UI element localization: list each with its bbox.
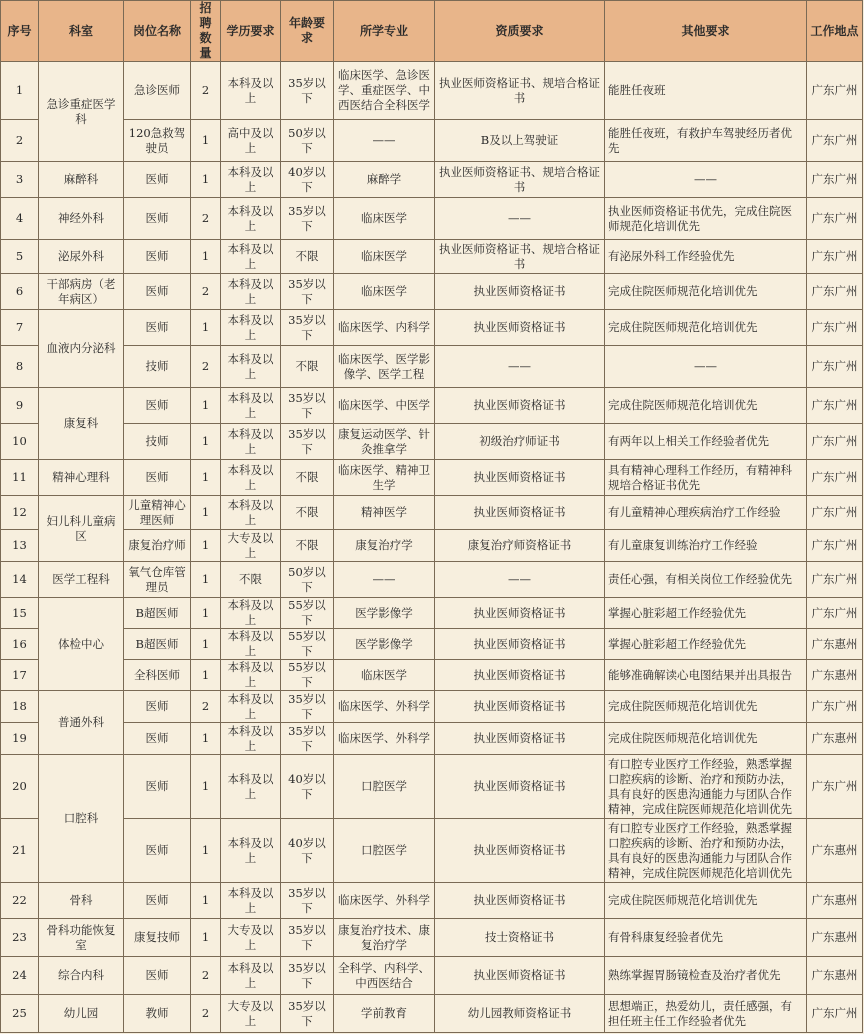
cell-other: 有口腔专业医疗工作经验，熟悉掌握口腔疾病的诊断、治疗和预防办法，具有良好的医患沟通能力与团队合作精神，完成住院医师规范化培训优先 bbox=[605, 755, 807, 819]
cell-loc: 广东广州 bbox=[807, 310, 863, 346]
header-qual: 资质要求 bbox=[435, 1, 605, 62]
cell-qual: 执业医师资格证书、规培合格证书 bbox=[435, 62, 605, 120]
cell-loc: 广东惠州 bbox=[807, 660, 863, 691]
cell-loc: 广东惠州 bbox=[807, 883, 863, 919]
cell-qual: 幼儿园教师资格证书 bbox=[435, 995, 605, 1033]
header-dept: 科室 bbox=[39, 1, 124, 62]
cell-post: 医师 bbox=[124, 691, 191, 723]
header-row bbox=[1, 1, 863, 62]
cell-loc: 广东广州 bbox=[807, 424, 863, 460]
cell-qual: 执业医师资格证书、规培合格证书 bbox=[435, 240, 605, 274]
table-row bbox=[1, 388, 863, 424]
table-row bbox=[1, 198, 863, 240]
cell-post: 医师 bbox=[124, 460, 191, 496]
cell-other: 能胜任夜班，有救护车驾驶经历者优先 bbox=[605, 120, 807, 162]
cell-qual: 执业医师资格证书 bbox=[435, 723, 605, 755]
cell-no: 13 bbox=[1, 530, 39, 562]
cell-major: 临床医学、中医学 bbox=[334, 388, 435, 424]
cell-major: 临床医学 bbox=[334, 274, 435, 310]
cell-age: 55岁以下 bbox=[281, 660, 334, 691]
cell-dept: 口腔科 bbox=[39, 755, 124, 883]
cell-count: 1 bbox=[191, 460, 221, 496]
cell-edu: 本科及以上 bbox=[221, 240, 281, 274]
cell-major: 医学影像学 bbox=[334, 629, 435, 660]
cell-loc: 广东广州 bbox=[807, 995, 863, 1033]
cell-dept: 麻醉科 bbox=[39, 162, 124, 198]
cell-post: 医师 bbox=[124, 274, 191, 310]
cell-post: 医师 bbox=[124, 198, 191, 240]
cell-edu: 本科及以上 bbox=[221, 198, 281, 240]
cell-qual: 执业医师资格证书 bbox=[435, 598, 605, 629]
cell-no: 20 bbox=[1, 755, 39, 819]
cell-no: 7 bbox=[1, 310, 39, 346]
cell-edu: 本科及以上 bbox=[221, 460, 281, 496]
table-row bbox=[1, 120, 863, 162]
cell-other: 有儿童康复训练治疗工作经验 bbox=[605, 530, 807, 562]
cell-age: 55岁以下 bbox=[281, 629, 334, 660]
cell-dept: 康复科 bbox=[39, 388, 124, 460]
cell-age: 35岁以下 bbox=[281, 883, 334, 919]
cell-count: 2 bbox=[191, 274, 221, 310]
cell-age: 35岁以下 bbox=[281, 62, 334, 120]
cell-age: 35岁以下 bbox=[281, 388, 334, 424]
cell-edu: 本科及以上 bbox=[221, 691, 281, 723]
cell-age: 35岁以下 bbox=[281, 198, 334, 240]
cell-post: 全科医师 bbox=[124, 660, 191, 691]
cell-post: B超医师 bbox=[124, 629, 191, 660]
cell-major: 临床医学、内科学 bbox=[334, 310, 435, 346]
cell-dept: 干部病房（老年病区） bbox=[39, 274, 124, 310]
cell-edu: 不限 bbox=[221, 562, 281, 598]
cell-age: 40岁以下 bbox=[281, 755, 334, 819]
cell-other: —— bbox=[605, 346, 807, 388]
cell-count: 1 bbox=[191, 240, 221, 274]
cell-dept: 骨科功能恢复室 bbox=[39, 919, 124, 957]
table-row bbox=[1, 629, 863, 660]
cell-count: 2 bbox=[191, 995, 221, 1033]
cell-major: 医学影像学 bbox=[334, 598, 435, 629]
cell-age: 35岁以下 bbox=[281, 723, 334, 755]
cell-loc: 广东广州 bbox=[807, 530, 863, 562]
header-edu: 学历要求 bbox=[221, 1, 281, 62]
cell-dept: 精神心理科 bbox=[39, 460, 124, 496]
cell-edu: 本科及以上 bbox=[221, 660, 281, 691]
cell-post: 医师 bbox=[124, 310, 191, 346]
cell-qual: 执业医师资格证书 bbox=[435, 957, 605, 995]
cell-major: 口腔医学 bbox=[334, 819, 435, 883]
cell-no: 3 bbox=[1, 162, 39, 198]
cell-count: 1 bbox=[191, 162, 221, 198]
cell-major: 精神医学 bbox=[334, 496, 435, 530]
cell-other: 完成住院医师规范化培训优先 bbox=[605, 310, 807, 346]
cell-edu: 本科及以上 bbox=[221, 598, 281, 629]
cell-loc: 广东广州 bbox=[807, 598, 863, 629]
cell-count: 2 bbox=[191, 346, 221, 388]
cell-post: 医师 bbox=[124, 957, 191, 995]
cell-post: 医师 bbox=[124, 755, 191, 819]
cell-no: 25 bbox=[1, 995, 39, 1033]
cell-edu: 本科及以上 bbox=[221, 819, 281, 883]
cell-dept: 普通外科 bbox=[39, 691, 124, 755]
cell-loc: 广东广州 bbox=[807, 496, 863, 530]
table-row bbox=[1, 883, 863, 919]
cell-edu: 本科及以上 bbox=[221, 629, 281, 660]
cell-count: 1 bbox=[191, 629, 221, 660]
cell-major: 临床医学 bbox=[334, 198, 435, 240]
cell-no: 18 bbox=[1, 691, 39, 723]
cell-qual: 初级治疗师证书 bbox=[435, 424, 605, 460]
cell-edu: 本科及以上 bbox=[221, 755, 281, 819]
cell-no: 12 bbox=[1, 496, 39, 530]
cell-qual: 执业医师资格证书 bbox=[435, 883, 605, 919]
cell-edu: 本科及以上 bbox=[221, 388, 281, 424]
cell-loc: 广东惠州 bbox=[807, 723, 863, 755]
cell-qual: —— bbox=[435, 346, 605, 388]
cell-loc: 广东惠州 bbox=[807, 629, 863, 660]
cell-major: 临床医学、外科学 bbox=[334, 723, 435, 755]
cell-other: 有泌尿外科工作经验优先 bbox=[605, 240, 807, 274]
cell-post: 技师 bbox=[124, 424, 191, 460]
cell-other: 熟练掌握胃肠镜检查及治疗者优先 bbox=[605, 957, 807, 995]
cell-no: 6 bbox=[1, 274, 39, 310]
cell-qual: 执业医师资格证书 bbox=[435, 629, 605, 660]
table-row bbox=[1, 755, 863, 819]
cell-age: 50岁以下 bbox=[281, 120, 334, 162]
cell-loc: 广东广州 bbox=[807, 120, 863, 162]
cell-edu: 大专及以上 bbox=[221, 919, 281, 957]
cell-count: 2 bbox=[191, 62, 221, 120]
cell-qual: 执业医师资格证书 bbox=[435, 274, 605, 310]
cell-count: 1 bbox=[191, 883, 221, 919]
cell-count: 1 bbox=[191, 388, 221, 424]
cell-no: 14 bbox=[1, 562, 39, 598]
cell-qual: 执业医师资格证书 bbox=[435, 819, 605, 883]
cell-age: 50岁以下 bbox=[281, 562, 334, 598]
cell-other: 完成住院医师规范化培训优先 bbox=[605, 388, 807, 424]
cell-qual: 执业医师资格证书 bbox=[435, 755, 605, 819]
cell-qual: 执业医师资格证书、规培合格证书 bbox=[435, 162, 605, 198]
cell-other: —— bbox=[605, 162, 807, 198]
cell-dept: 综合内科 bbox=[39, 957, 124, 995]
table-row bbox=[1, 424, 863, 460]
header-major: 所学专业 bbox=[334, 1, 435, 62]
cell-count: 2 bbox=[191, 691, 221, 723]
cell-edu: 高中及以上 bbox=[221, 120, 281, 162]
cell-post: 儿童精神心理医师 bbox=[124, 496, 191, 530]
cell-qual: —— bbox=[435, 198, 605, 240]
cell-count: 1 bbox=[191, 496, 221, 530]
cell-edu: 本科及以上 bbox=[221, 62, 281, 120]
cell-age: 35岁以下 bbox=[281, 919, 334, 957]
table-row bbox=[1, 598, 863, 629]
cell-edu: 本科及以上 bbox=[221, 723, 281, 755]
cell-major: 临床医学、医学影像学、医学工程 bbox=[334, 346, 435, 388]
cell-count: 2 bbox=[191, 198, 221, 240]
table-row bbox=[1, 819, 863, 883]
cell-post: 教师 bbox=[124, 995, 191, 1033]
cell-count: 1 bbox=[191, 919, 221, 957]
cell-edu: 大专及以上 bbox=[221, 995, 281, 1033]
cell-no: 19 bbox=[1, 723, 39, 755]
cell-major: 麻醉学 bbox=[334, 162, 435, 198]
cell-no: 4 bbox=[1, 198, 39, 240]
cell-major: 临床医学、外科学 bbox=[334, 691, 435, 723]
cell-dept: 急诊重症医学科 bbox=[39, 62, 124, 162]
cell-qual: 执业医师资格证书 bbox=[435, 460, 605, 496]
cell-major: —— bbox=[334, 120, 435, 162]
cell-loc: 广东广州 bbox=[807, 755, 863, 819]
table-row bbox=[1, 310, 863, 346]
table-row bbox=[1, 162, 863, 198]
cell-post: 120急救驾驶员 bbox=[124, 120, 191, 162]
cell-post: 医师 bbox=[124, 883, 191, 919]
cell-other: 完成住院医师规范化培训优先 bbox=[605, 723, 807, 755]
cell-major: 临床医学、外科学 bbox=[334, 883, 435, 919]
cell-other: 完成住院医师规范化培训优先 bbox=[605, 274, 807, 310]
cell-count: 1 bbox=[191, 120, 221, 162]
cell-age: 35岁以下 bbox=[281, 691, 334, 723]
cell-age: 35岁以下 bbox=[281, 274, 334, 310]
cell-age: 55岁以下 bbox=[281, 598, 334, 629]
cell-count: 2 bbox=[191, 957, 221, 995]
cell-other: 能够准确解读心电图结果并出具报告 bbox=[605, 660, 807, 691]
cell-other: 有儿童精神心理疾病治疗工作经验 bbox=[605, 496, 807, 530]
cell-no: 2 bbox=[1, 120, 39, 162]
cell-dept: 幼儿园 bbox=[39, 995, 124, 1033]
cell-major: 康复运动医学、针灸推拿学 bbox=[334, 424, 435, 460]
cell-count: 1 bbox=[191, 530, 221, 562]
cell-age: 不限 bbox=[281, 460, 334, 496]
cell-qual: 执业医师资格证书 bbox=[435, 691, 605, 723]
cell-loc: 广东广州 bbox=[807, 562, 863, 598]
cell-major: —— bbox=[334, 562, 435, 598]
cell-no: 10 bbox=[1, 424, 39, 460]
cell-other: 责任心强，有相关岗位工作经验优先 bbox=[605, 562, 807, 598]
cell-count: 1 bbox=[191, 598, 221, 629]
header-count: 招聘数量 bbox=[191, 1, 221, 62]
cell-age: 不限 bbox=[281, 530, 334, 562]
table-row bbox=[1, 62, 863, 120]
cell-no: 8 bbox=[1, 346, 39, 388]
cell-qual: 执业医师资格证书 bbox=[435, 310, 605, 346]
cell-major: 学前教育 bbox=[334, 995, 435, 1033]
cell-loc: 广东广州 bbox=[807, 240, 863, 274]
cell-dept: 泌尿外科 bbox=[39, 240, 124, 274]
cell-edu: 本科及以上 bbox=[221, 424, 281, 460]
cell-dept: 神经外科 bbox=[39, 198, 124, 240]
cell-count: 1 bbox=[191, 755, 221, 819]
cell-major: 康复治疗技术、康复治疗学 bbox=[334, 919, 435, 957]
cell-major: 临床医学 bbox=[334, 240, 435, 274]
cell-loc: 广东惠州 bbox=[807, 819, 863, 883]
cell-count: 1 bbox=[191, 819, 221, 883]
table-row bbox=[1, 562, 863, 598]
cell-edu: 本科及以上 bbox=[221, 162, 281, 198]
cell-other: 思想端正，热爱幼儿，责任感强，有担任班主任工作经验者优先 bbox=[605, 995, 807, 1033]
cell-age: 35岁以下 bbox=[281, 424, 334, 460]
cell-age: 不限 bbox=[281, 240, 334, 274]
cell-other: 具有精神心理科工作经历，有精神科规培合格证书优先 bbox=[605, 460, 807, 496]
table-row bbox=[1, 723, 863, 755]
cell-no: 11 bbox=[1, 460, 39, 496]
cell-qual: B及以上驾驶证 bbox=[435, 120, 605, 162]
cell-post: 医师 bbox=[124, 162, 191, 198]
cell-major: 口腔医学 bbox=[334, 755, 435, 819]
cell-age: 35岁以下 bbox=[281, 957, 334, 995]
cell-loc: 广东广州 bbox=[807, 388, 863, 424]
cell-edu: 本科及以上 bbox=[221, 883, 281, 919]
cell-post: 医师 bbox=[124, 819, 191, 883]
cell-major: 临床医学、精神卫生学 bbox=[334, 460, 435, 496]
cell-post: B超医师 bbox=[124, 598, 191, 629]
cell-no: 9 bbox=[1, 388, 39, 424]
cell-age: 35岁以下 bbox=[281, 995, 334, 1033]
cell-count: 1 bbox=[191, 660, 221, 691]
table-row bbox=[1, 919, 863, 957]
cell-no: 17 bbox=[1, 660, 39, 691]
cell-qual: 执业医师资格证书 bbox=[435, 388, 605, 424]
cell-edu: 本科及以上 bbox=[221, 274, 281, 310]
cell-other: 有口腔专业医疗工作经验，熟悉掌握口腔疾病的诊断、治疗和预防办法，具有良好的医患沟通能力与团队合作精神，完成住院医师规范化培训优先 bbox=[605, 819, 807, 883]
cell-no: 21 bbox=[1, 819, 39, 883]
table-row bbox=[1, 346, 863, 388]
cell-dept: 医学工程科 bbox=[39, 562, 124, 598]
table-row bbox=[1, 995, 863, 1033]
cell-age: 35岁以下 bbox=[281, 310, 334, 346]
header-no: 序号 bbox=[1, 1, 39, 62]
cell-major: 康复治疗学 bbox=[334, 530, 435, 562]
cell-post: 氧气仓库管理员 bbox=[124, 562, 191, 598]
cell-other: 有两年以上相关工作经验者优先 bbox=[605, 424, 807, 460]
table-row bbox=[1, 274, 863, 310]
cell-qual: 康复治疗师资格证书 bbox=[435, 530, 605, 562]
table-row bbox=[1, 240, 863, 274]
cell-count: 1 bbox=[191, 310, 221, 346]
cell-loc: 广东广州 bbox=[807, 62, 863, 120]
table-row bbox=[1, 691, 863, 723]
header-loc: 工作地点 bbox=[807, 1, 863, 62]
cell-post: 医师 bbox=[124, 240, 191, 274]
cell-loc: 广东惠州 bbox=[807, 957, 863, 995]
cell-other: 掌握心脏彩超工作经验优先 bbox=[605, 629, 807, 660]
cell-major: 临床医学 bbox=[334, 660, 435, 691]
cell-loc: 广东广州 bbox=[807, 691, 863, 723]
cell-edu: 本科及以上 bbox=[221, 310, 281, 346]
cell-no: 23 bbox=[1, 919, 39, 957]
cell-dept: 血液内分泌科 bbox=[39, 310, 124, 388]
cell-dept: 骨科 bbox=[39, 883, 124, 919]
table-row bbox=[1, 660, 863, 691]
cell-no: 24 bbox=[1, 957, 39, 995]
header-other: 其他要求 bbox=[605, 1, 807, 62]
cell-count: 1 bbox=[191, 723, 221, 755]
cell-loc: 广东惠州 bbox=[807, 919, 863, 957]
cell-edu: 本科及以上 bbox=[221, 957, 281, 995]
cell-loc: 广东广州 bbox=[807, 346, 863, 388]
cell-other: 能胜任夜班 bbox=[605, 62, 807, 120]
cell-qual: 执业医师资格证书 bbox=[435, 660, 605, 691]
cell-dept: 妇儿科儿童病区 bbox=[39, 496, 124, 562]
cell-post: 康复技师 bbox=[124, 919, 191, 957]
cell-no: 22 bbox=[1, 883, 39, 919]
cell-post: 技师 bbox=[124, 346, 191, 388]
cell-post: 医师 bbox=[124, 723, 191, 755]
cell-dept: 体检中心 bbox=[39, 598, 124, 691]
cell-edu: 大专及以上 bbox=[221, 530, 281, 562]
cell-no: 16 bbox=[1, 629, 39, 660]
cell-major: 临床医学、急诊医学、重症医学、中西医结合全科医学 bbox=[334, 62, 435, 120]
cell-post: 医师 bbox=[124, 388, 191, 424]
cell-no: 1 bbox=[1, 62, 39, 120]
cell-qual: —— bbox=[435, 562, 605, 598]
cell-other: 掌握心脏彩超工作经验优先 bbox=[605, 598, 807, 629]
cell-other: 执业医师资格证书优先，完成住院医师规范化培训优先 bbox=[605, 198, 807, 240]
cell-other: 完成住院医师规范化培训优先 bbox=[605, 883, 807, 919]
table-row bbox=[1, 460, 863, 496]
cell-loc: 广东广州 bbox=[807, 162, 863, 198]
table-row bbox=[1, 530, 863, 562]
cell-loc: 广东广州 bbox=[807, 274, 863, 310]
cell-count: 1 bbox=[191, 562, 221, 598]
cell-edu: 本科及以上 bbox=[221, 496, 281, 530]
header-age: 年龄要求 bbox=[281, 1, 334, 62]
cell-age: 不限 bbox=[281, 346, 334, 388]
cell-count: 1 bbox=[191, 424, 221, 460]
cell-age: 40岁以下 bbox=[281, 819, 334, 883]
cell-loc: 广东广州 bbox=[807, 198, 863, 240]
cell-no: 5 bbox=[1, 240, 39, 274]
table-row bbox=[1, 957, 863, 995]
cell-qual: 技士资格证书 bbox=[435, 919, 605, 957]
header-post: 岗位名称 bbox=[124, 1, 191, 62]
cell-major: 全科学、内科学、中西医结合 bbox=[334, 957, 435, 995]
cell-post: 康复治疗师 bbox=[124, 530, 191, 562]
cell-other: 有骨科康复经验者优先 bbox=[605, 919, 807, 957]
cell-other: 完成住院医师规范化培训优先 bbox=[605, 691, 807, 723]
cell-post: 急诊医师 bbox=[124, 62, 191, 120]
cell-loc: 广东广州 bbox=[807, 460, 863, 496]
cell-age: 不限 bbox=[281, 496, 334, 530]
cell-age: 40岁以下 bbox=[281, 162, 334, 198]
table-row bbox=[1, 496, 863, 530]
cell-qual: 执业医师资格证书 bbox=[435, 496, 605, 530]
cell-no: 15 bbox=[1, 598, 39, 629]
cell-edu: 本科及以上 bbox=[221, 346, 281, 388]
